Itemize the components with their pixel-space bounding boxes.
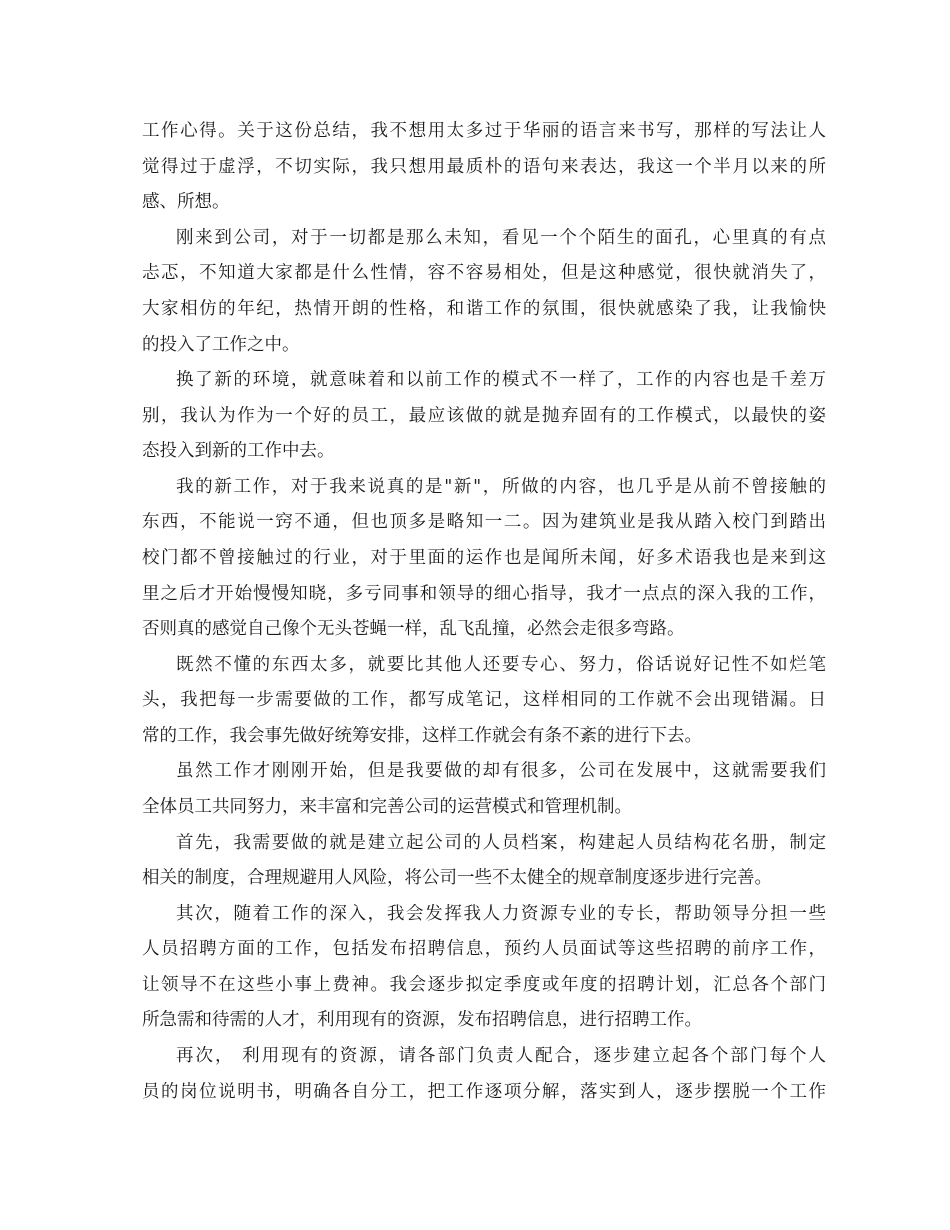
- text-line: 常的工作，我会事先做好统筹安排，这样工作就会有条不紊的进行下去。: [142, 726, 702, 746]
- text-line: 头，我把每一步需要做的工作，都写成笔记，这样相同的工作就不会出现错漏。日: [142, 690, 826, 710]
- text-line: 否则真的感觉自己像个无头苍蝇一样，乱飞乱撞，必然会走很多弯路。: [142, 619, 685, 639]
- text-line: 忐忑，不知道大家都是什么性情，容不容易相处，但是这种感觉，很快就消失了，: [142, 263, 826, 283]
- text-line: 的投入了工作之中。: [142, 335, 300, 355]
- text-line: 人员招聘方面的工作，包括发布招聘信息，预约人员面试等这些招聘的前序工作，: [142, 939, 826, 959]
- text-line: 态投入到新的工作中去。: [142, 441, 335, 461]
- text-line: 东西，不能说一窍不通，但也顶多是略知一二。因为建筑业是我从踏入校门到踏出: [142, 512, 826, 532]
- text-line: 大家相仿的年纪，热情开朗的性格，和谐工作的氛围，很快就感染了我，让我愉快: [142, 299, 826, 319]
- text-line: 里之后才开始慢慢知晓，多亏同事和领导的细心指导，我才一点点的深入我的工作，: [142, 584, 826, 604]
- text-line: 觉得过于虚浮，不切实际，我只想用最质朴的语句来表达，我这一个半月以来的所: [142, 157, 826, 177]
- text-line: 让领导不在这些小事上费神。我会逐步拟定季度或年度的招聘计划，汇总各个部门: [142, 975, 826, 995]
- text-line: 虽然工作才刚刚开始，但是我要做的却有很多，公司在发展中，这就需要我们: [176, 761, 826, 781]
- text-line: 相关的制度，合理规避用人风险，将公司一些不太健全的规章制度逐步进行完善。: [142, 868, 772, 888]
- text-line: 换了新的环境，就意味着和以前工作的模式不一样了，工作的内容也是千差万: [176, 370, 826, 390]
- text-line: 所急需和待需的人才，利用现有的资源，发布招聘信息，进行招聘工作。: [142, 1010, 702, 1030]
- text-line: 全体员工共同努力，来丰富和完善公司的运营模式和管理机制。: [142, 797, 632, 817]
- text-line: 校门都不曾接触过的行业，对于里面的运作也是闻所未闻，好多术语我也是来到这: [142, 548, 826, 568]
- text-line: 我的新工作，对于我来说真的是"新"，所做的内容，也几乎是从前不曾接触的: [176, 477, 826, 497]
- text-line: 感、所想。: [142, 192, 230, 212]
- text-line: 工作心得。关于这份总结，我不想用太多过于华丽的语言来书写，那样的写法让人: [142, 121, 826, 141]
- text-line: 再次， 利用现有的资源，请各部门负责人配合，逐步建立起各个部门每个人: [176, 1046, 826, 1066]
- text-line: 别，我认为作为一个好的员工，最应该做的就是抛弃固有的工作模式，以最快的姿: [142, 406, 826, 426]
- text-line: 既然不懂的东西太多，就要比其他人还要专心、努力，俗话说好记性不如烂笔: [176, 655, 826, 675]
- text-line: 员的岗位说明书，明确各自分工，把工作逐项分解，落实到人，逐步摆脱一个工作: [142, 1082, 826, 1102]
- text-line: 刚来到公司，对于一切都是那么未知，看见一个个陌生的面孔，心里真的有点: [176, 228, 826, 248]
- text-line: 首先，我需要做的就是建立起公司的人员档案，构建起人员结构花名册，制定: [176, 833, 826, 853]
- text-line: 其次，随着工作的深入，我会发挥我人力资源专业的专长，帮助领导分担一些: [176, 904, 826, 924]
